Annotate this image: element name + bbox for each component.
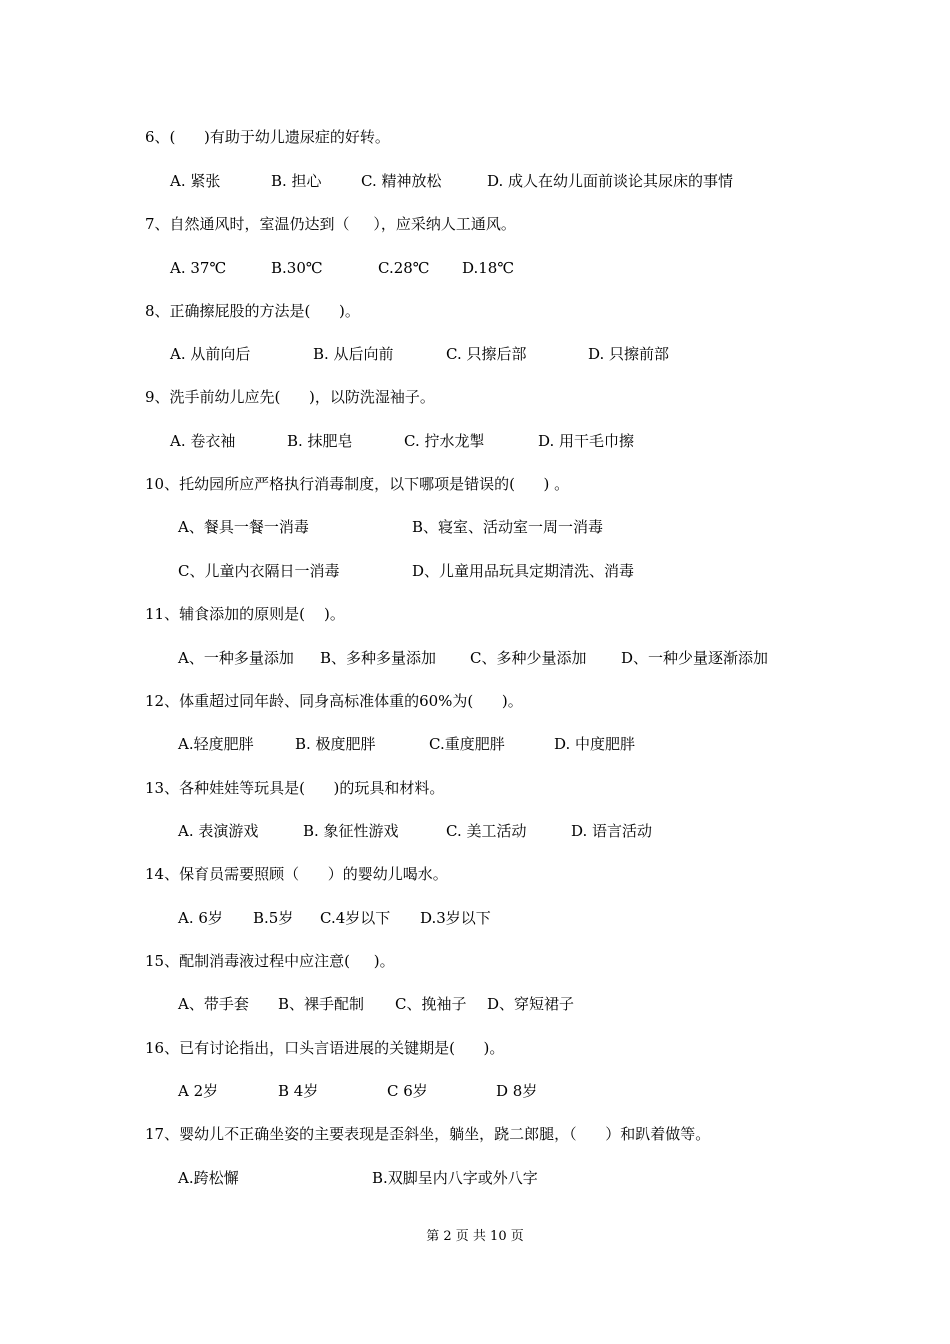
- option-b: B 4岁: [278, 1082, 319, 1100]
- option-c: C 6岁: [387, 1082, 428, 1100]
- option-a: A 2岁: [178, 1082, 219, 1100]
- option-b: B. 担心: [271, 172, 322, 190]
- option-b: B. 象征性游戏: [303, 822, 399, 840]
- option-c: C、儿童内衣隔日一消毒: [178, 562, 340, 580]
- option-d: D. 语言活动: [571, 822, 653, 840]
- option-d: D. 中度肥胖: [554, 735, 636, 753]
- option-b: B.5岁: [253, 909, 294, 927]
- option-a: A. 从前向后: [170, 345, 251, 363]
- question-stem: 6、( )有助于幼儿遗尿症的好转。: [145, 128, 390, 146]
- option-c: C. 美工活动: [446, 822, 527, 840]
- page-number: 第 2 页 共 10 页: [426, 1229, 524, 1244]
- option-d: D. 只擦前部: [588, 345, 670, 363]
- option-b: B.双脚呈内八字或外八字: [372, 1169, 538, 1187]
- option-a: A、餐具一餐一消毒: [178, 518, 309, 536]
- option-a: A、一种多量添加: [178, 649, 294, 667]
- option-a: A. 6岁: [178, 909, 223, 927]
- option-b: B. 从后向前: [313, 345, 394, 363]
- option-a: A. 表演游戏: [178, 822, 259, 840]
- question-stem: 14、保育员需要照顾（ ）的婴幼儿喝水。: [145, 865, 448, 883]
- option-d: D、穿短裙子: [487, 995, 575, 1013]
- option-b: B. 极度肥胖: [295, 735, 376, 753]
- option-a: A.轻度肥胖: [178, 735, 254, 753]
- question-stem: 7、自然通风时，室温仍达到（ ），应采纳人工通风。: [145, 215, 516, 233]
- option-c: C.4岁以下: [320, 909, 391, 927]
- option-c: C.重度肥胖: [429, 735, 505, 753]
- option-d: D 8岁: [496, 1082, 538, 1100]
- option-a: A. 37℃: [170, 259, 227, 277]
- option-c: C. 拧水龙掣: [404, 432, 485, 450]
- option-d: D、一种少量逐渐添加: [621, 649, 769, 667]
- option-b: B. 抹肥皂: [287, 432, 353, 450]
- option-c: C. 只擦后部: [446, 345, 527, 363]
- option-d: D.18℃: [462, 259, 515, 277]
- question-stem: 16、已有讨论指出，口头言语进展的关键期是( )。: [145, 1039, 505, 1057]
- option-c: C. 精神放松: [361, 172, 442, 190]
- option-a: A、带手套: [178, 995, 249, 1013]
- question-stem: 8、正确擦屁股的方法是( )。: [145, 302, 360, 320]
- option-c: C.28℃: [378, 259, 430, 277]
- option-b: B.30℃: [271, 259, 323, 277]
- option-d: D.3岁以下: [420, 909, 491, 927]
- option-a: A. 紧张: [170, 172, 221, 190]
- question-stem: 12、体重超过同年龄、同身高标准体重的60%为( )。: [145, 692, 523, 710]
- question-stem: 17、婴幼儿不正确坐姿的主要表现是歪斜坐，躺坐，跷二郎腿，（ ）和趴着做等。: [145, 1125, 711, 1143]
- option-b: B、寝室、活动室一周一消毒: [412, 518, 604, 536]
- option-b: B、裸手配制: [278, 995, 365, 1013]
- option-c: C、挽袖子: [395, 995, 467, 1013]
- question-stem: 10、托幼园所应严格执行消毒制度，以下哪项是错误的( ) 。: [145, 475, 570, 493]
- option-b: B、多种多量添加: [320, 649, 437, 667]
- question-stem: 11、辅食添加的原则是( )。: [145, 605, 345, 623]
- question-stem: 15、配制消毒液过程中应注意( )。: [145, 952, 395, 970]
- option-a: A.跨松懈: [178, 1169, 239, 1187]
- option-d: D、儿童用品玩具定期清洗、消毒: [412, 562, 635, 580]
- option-d: D. 成人在幼儿面前谈论其尿床的事情: [487, 172, 734, 190]
- question-stem: 13、各种娃娃等玩具是( )的玩具和材料。: [145, 779, 445, 797]
- option-c: C、多种少量添加: [470, 649, 587, 667]
- option-d: D. 用干毛巾擦: [538, 432, 635, 450]
- option-a: A. 卷衣袖: [170, 432, 236, 450]
- question-stem: 9、洗手前幼儿应先( )，以防洗湿袖子。: [145, 388, 435, 406]
